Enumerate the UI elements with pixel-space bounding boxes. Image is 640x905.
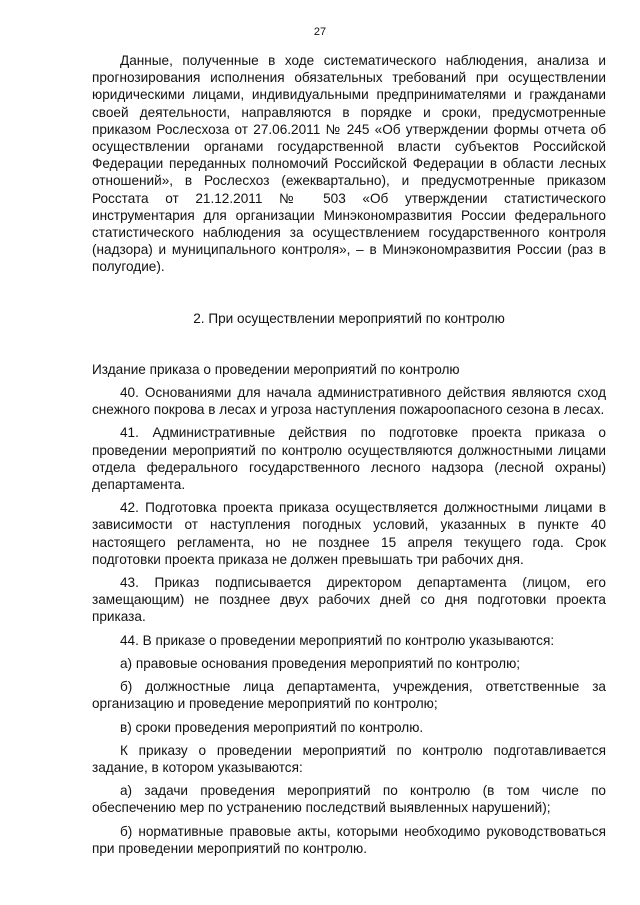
list-item-v: в) сроки проведения мероприятий по контролю. [120, 719, 424, 735]
paragraph-41: 41. Административные действия по подготовке проекта приказа о проведении мероприятий по контролю осуществляются должностными лицами отдела федерального государственного лесного надзора (лесной охраны) департамента. [92, 425, 606, 493]
paragraph-monitoring-data: Данные, полученные в ходе систематического наблюдения, анализа и прогнозирования исполнения обязательных требований при осуществлении юридическими лицами, индивидуальными предпринимателями и гражданами своей деятельности, направляются в порядке и сроки, предусмотренные приказом Рослесхоза от 27.06.2011 № 245 «Об утверждении формы отчета об осуществлении органами государственной власти субъектов Российской Федерации переданных полномочий Российской Федерации в области лесных отношений», в Рослесхоз (ежеквартально), и предусмотренные приказом Росстата от 21.12.2011 № 503 «Об утверждении статистического инструментария для организации Минэкономразвития России федерального статистического наблюдения за осуществлением государственного контроля (надзора) и муниципального контроля», – в Минэкономразвития России (раз в полугодие). [92, 53, 606, 275]
list-item-a: а) правовые основания проведения мероприятий по контролю; [120, 655, 521, 671]
paragraph-40: 40. Основаниями для начала административного действия являются сход снежного покрова в лесах и угроза наступления пожароопасного сезона в лесах. [92, 385, 606, 418]
paragraph-44: 44. В приказе о проведении мероприятий по контролю указываются: [120, 632, 555, 648]
page-number: 27 [313, 26, 327, 38]
list-item-b: б) должностные лица департамента, учреждения, ответственные за организацию и проведение мероприятий по контролю; [92, 679, 606, 712]
task-item-b: б) нормативные правовые акты, которыми необходимо руководствоваться при проведении мероприятий по контролю. [92, 823, 606, 856]
task-item-a: а) задачи проведения мероприятий по контролю (в том числе по обеспечению мер по устранению последствий выявленных нарушений); [92, 783, 606, 816]
section-heading: 2. При осуществлении мероприятий по контролю [193, 310, 505, 326]
subheading-order-issuance: Издание приказа о проведении мероприятий по контролю [92, 361, 460, 377]
paragraph-task: К приказу о проведении мероприятий по контролю подготавливается задание, в котором указываются: [92, 742, 606, 775]
paragraph-42: 42. Подготовка проекта приказа осуществляется должностными лицами в зависимости от наступления погодных условий, указанных в пункте 40 настоящего регламента, но не позднее 15 апреля текущего года. Срок подготовки проекта приказа не должен превышать три рабочих дня. [92, 500, 606, 567]
paragraph-43: 43. Приказ подписывается директором департамента (лицом, его замещающим) не позднее двух рабочих дней со дня подготовки проекта приказа. [92, 575, 606, 625]
document-body [92, 52, 606, 857]
